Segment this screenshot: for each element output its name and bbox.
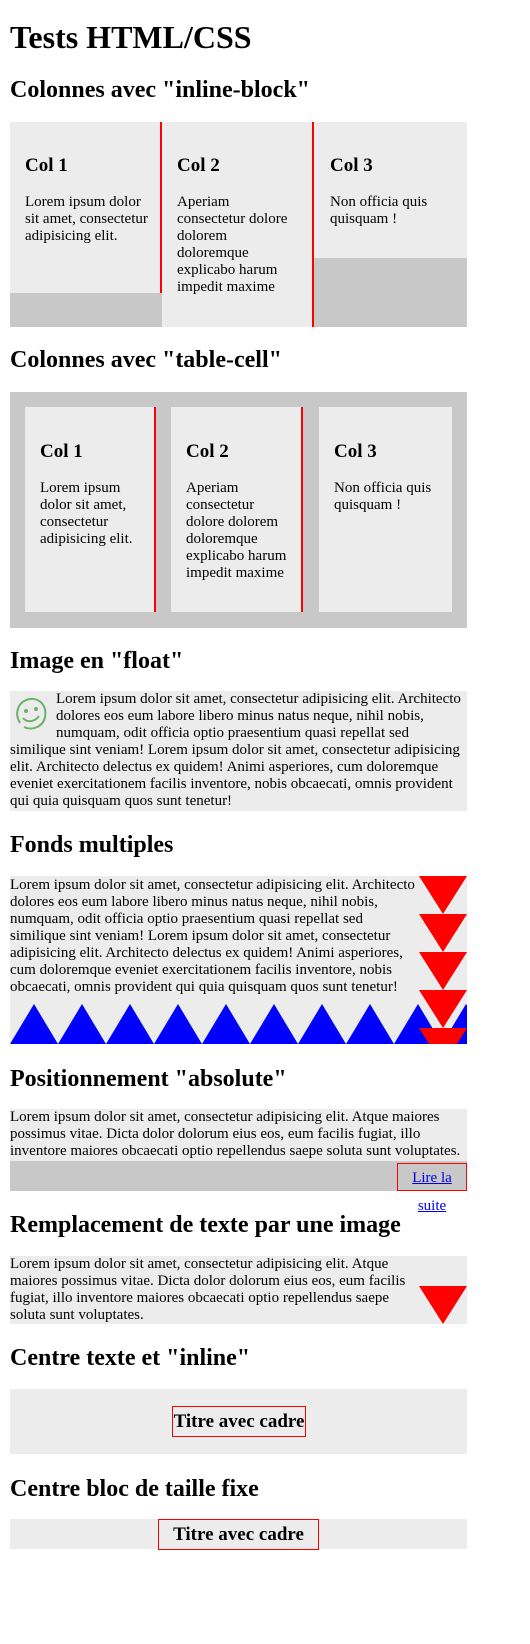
table-col-2 (171, 407, 303, 612)
inline-col-2-text: Aperiam consectetur dolore dolorem doloremque explicabo harum impedit maxime (177, 194, 288, 295)
table-col-3-text: Non officia quis quisquam ! (334, 480, 432, 513)
section-heading-absolute: Positionnement "absolute" (10, 1066, 287, 1092)
section-heading-inline-block: Colonnes avec "inline-block" (10, 77, 310, 103)
section-heading-backgrounds: Fonds multiples (10, 832, 174, 858)
read-more-link[interactable]: Lire la suite (397, 1163, 467, 1191)
absolute-text-area (10, 1109, 467, 1161)
inline-col-2 (162, 122, 312, 327)
inline-col-3-text: Non officia quis quisquam ! (330, 194, 428, 227)
center-inline-framed-title: Titre avec cadre (172, 1406, 306, 1437)
absolute-box (10, 1109, 467, 1214)
table-col-3 (319, 407, 452, 612)
inline-col-1-title: Col 1 (25, 155, 68, 176)
absolute-text: Lorem ipsum dolor sit amet, consectetur adipisicing elit. Atque maiores possimus vitae. Dicta dolor dolorum eius eos, eum facilis fugiat, illo inventore maiores obcaecati optio repellendus saepe soluta sunt voluptates. (10, 1109, 461, 1159)
inline-block-container (10, 122, 467, 327)
float-box (10, 691, 467, 811)
table-col-1-text: Lorem ipsum dolor sit amet, consectetur adipisicing elit. (40, 480, 133, 547)
backgrounds-text: Lorem ipsum dolor sit amet, consectetur adipisicing elit. Architecto dolores eos eum labore libero minus natus neque, nihil nobis, numquam, odit officia optio praesentium quasi repellat sed similique sint veniam! Lorem ipsum dolor sit amet, consectetur adipisicing elit. Architecto delectus ex quidem! Animi asperiores, cum doloremque eveniet exercitationem facilis inventore, nobis obcaecati, omnis provident qui quia quisquam quos sunt tenetur! (10, 877, 415, 995)
table-col-1-title: Col 1 (40, 441, 83, 462)
inline-col-3-title: Col 3 (330, 155, 373, 176)
replacement-text: Lorem ipsum dolor sit amet, consectetur adipisicing elit. Atque maiores possimus vitae. Dicta dolor dolorum eius eos, eum facilis fugiat, illo inventore maiores obcaecati optio repellendus saepe soluta sunt voluptates. (10, 1256, 406, 1323)
replacement-box (10, 1256, 467, 1324)
table-col-2-title: Col 2 (186, 441, 229, 462)
replacement-triangle-icon (419, 1286, 467, 1324)
inline-col-2-title: Col 2 (177, 155, 220, 176)
section-heading-replacement: Remplacement de texte par une image (10, 1212, 401, 1238)
table-col-1-divider (154, 407, 156, 612)
page-title: Tests HTML/CSS (10, 19, 252, 55)
inline-col-1 (10, 122, 162, 293)
center-fixed-box (10, 1519, 467, 1549)
table-col-2-divider (301, 407, 303, 612)
center-fixed-framed-title: Titre avec cadre (158, 1519, 319, 1550)
table-cell-container (10, 392, 467, 628)
inline-col-1-text: Lorem ipsum dolor sit amet, consectetur adipisicing elit. (25, 194, 148, 244)
section-heading-center-inline: Centre texte et "inline" (10, 1345, 251, 1371)
blue-triangle-row (10, 1004, 467, 1044)
table-col-2-text: Aperiam consectetur dolore dolorem doloremque explicabo harum impedit maxime (186, 480, 287, 581)
section-heading-float: Image en "float" (10, 648, 184, 674)
section-heading-table-cell: Colonnes avec "table-cell" (10, 347, 282, 373)
inline-col-3 (314, 122, 467, 258)
section-heading-center-fixed: Centre bloc de taille fixe (10, 1476, 259, 1502)
center-inline-box (10, 1389, 467, 1454)
smiley-icon (12, 695, 50, 733)
table-col-1 (25, 407, 156, 612)
backgrounds-box (10, 876, 467, 1044)
table-col-3-title: Col 3 (334, 441, 377, 462)
float-text: Lorem ipsum dolor sit amet, consectetur adipisicing elit. Architecto dolores eos eum labore libero minus natus neque, nihil nobis, numquam, odit officia optio praesentium quasi repellat sed similique sint veniam! Lorem ipsum dolor sit amet, consectetur adipisicing elit. Architecto delectus ex quidem! Animi asperiores, cum doloremque eveniet exercitationem facilis inventore, nobis obcaecati, omnis provident qui quia quisquam quos sunt tenetur! (10, 691, 461, 809)
